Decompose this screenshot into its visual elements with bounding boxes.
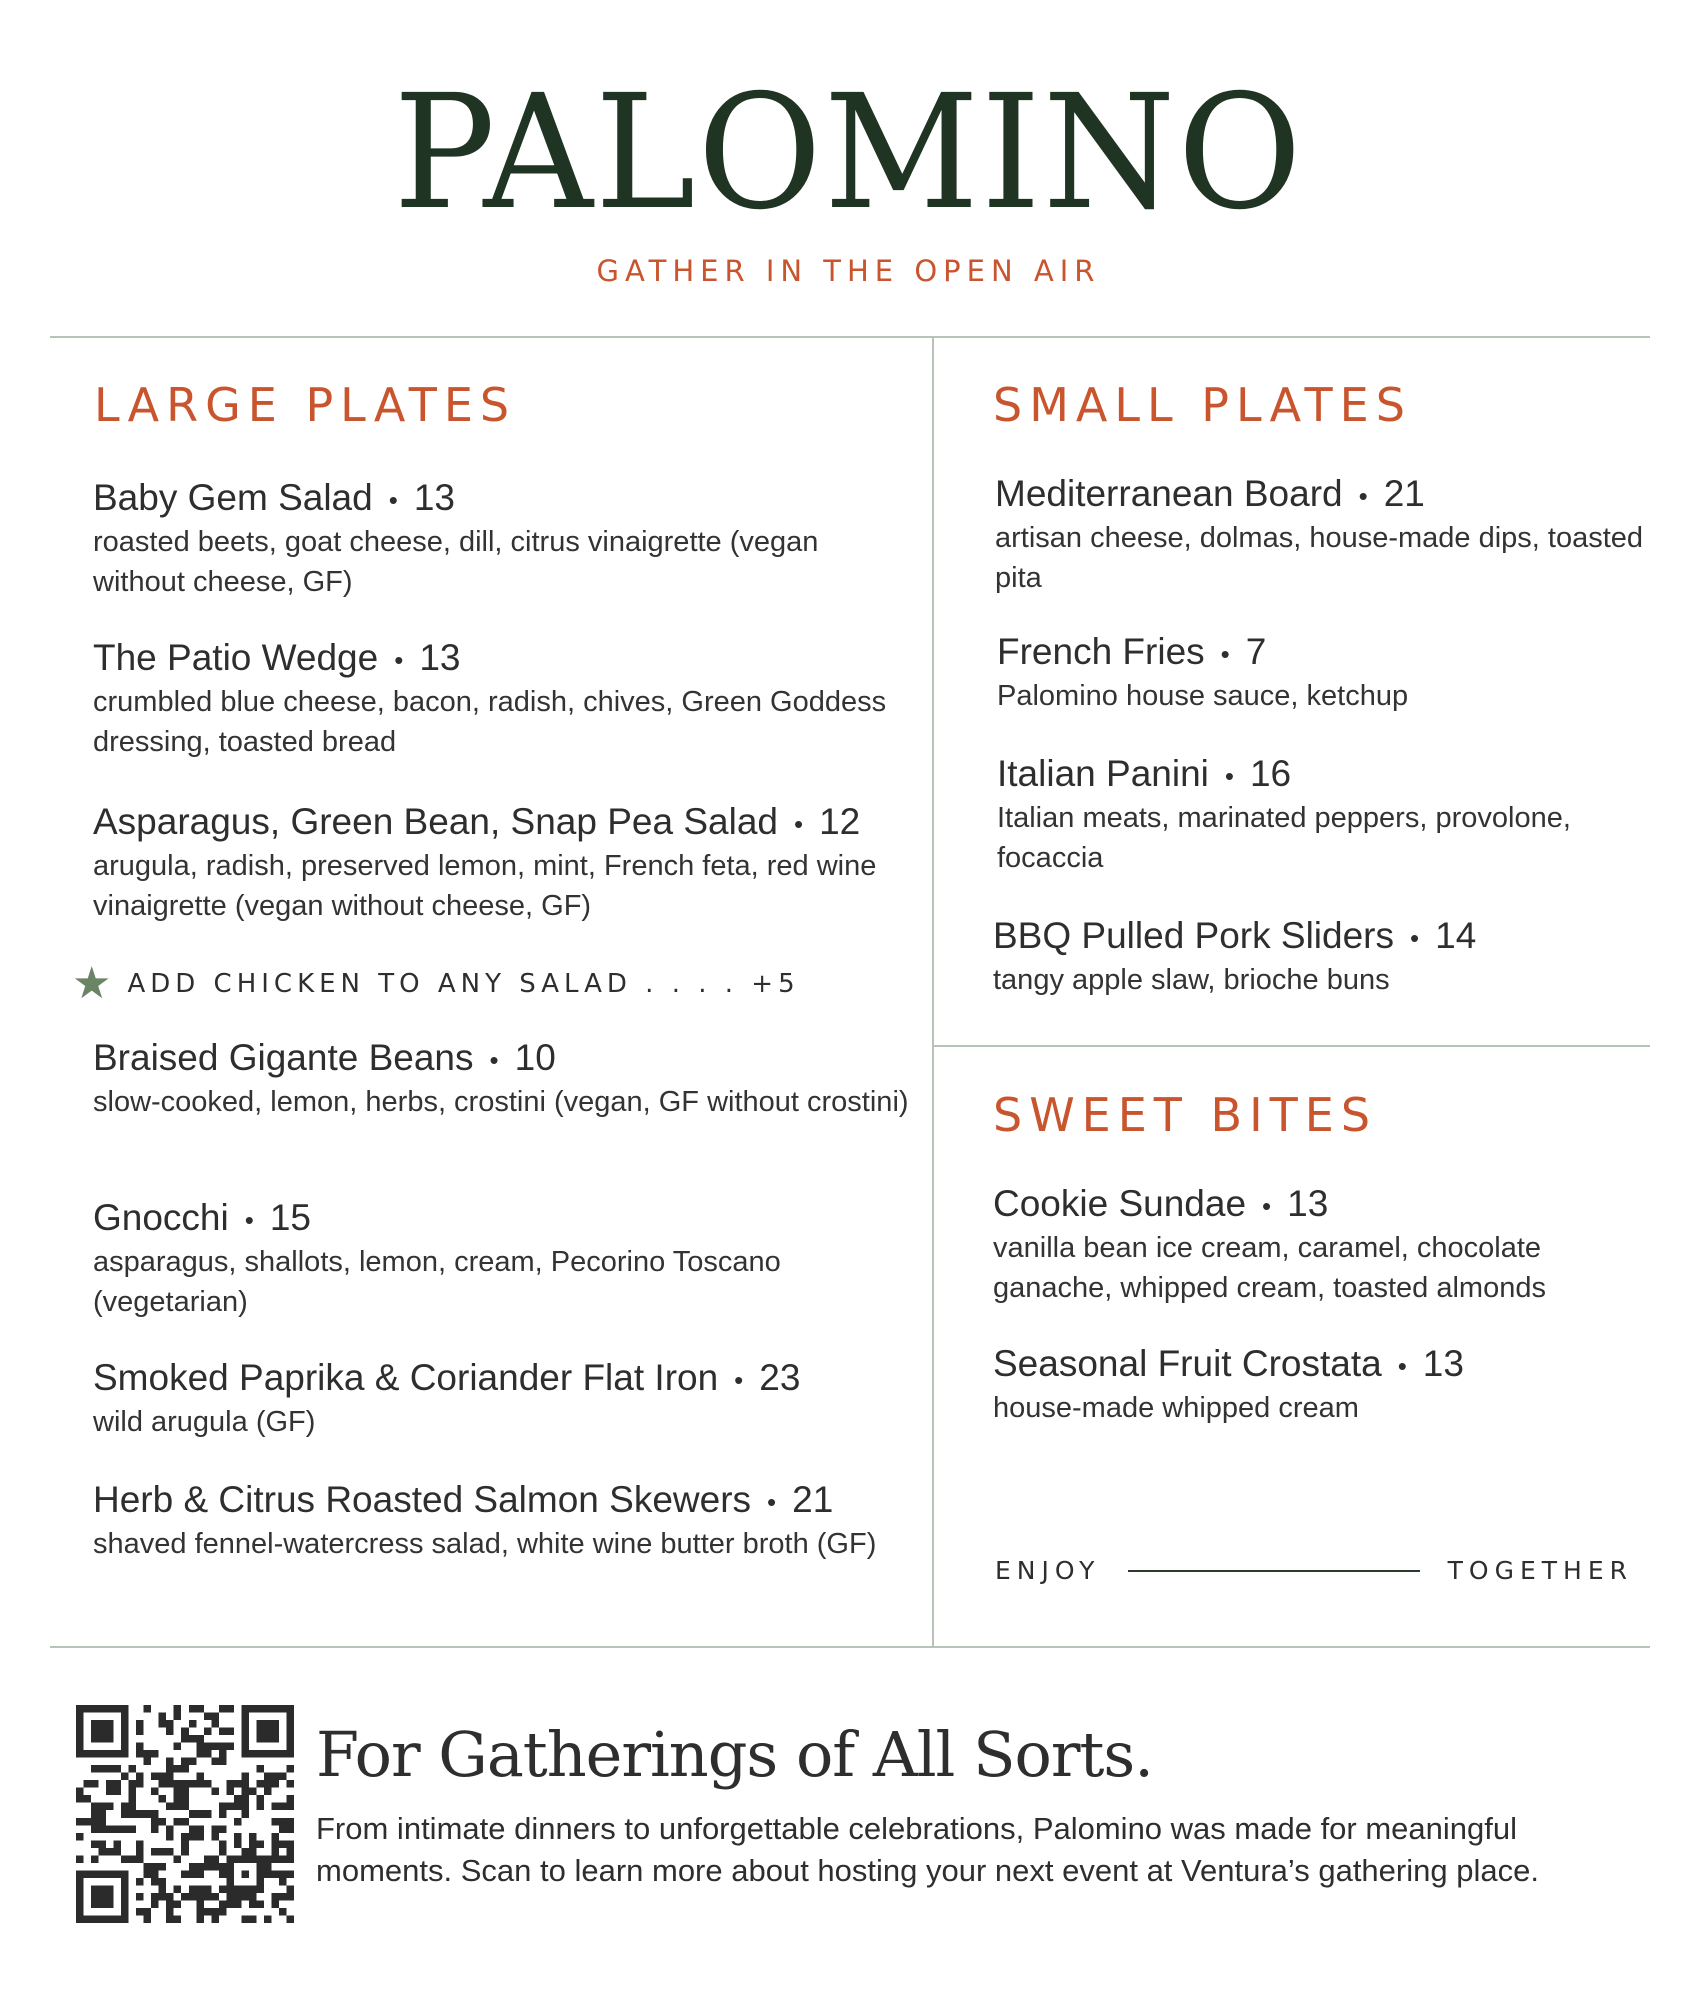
item-description: house-made whipped cream [993,1392,1359,1425]
item-price: 21 [1383,473,1425,514]
section-title-large-plates: LARGE PLATES [94,378,517,432]
item-price: 21 [792,1479,834,1520]
promo-body: From intimate dinners to unforgettable celebrations, Palomino was made for meaningful moments. Scan to learn more about hosting your next event at Ventura’s gathering place. [316,1811,1539,1888]
tagline: GATHER IN THE OPEN AIR [596,254,1101,288]
item-name: Baby Gem Salad [93,477,373,518]
flourish-line [1128,1570,1419,1572]
item-name: Seasonal Fruit Crostata [993,1343,1382,1384]
item-description: shaved fennel-watercress salad, white wine butter broth (GF) [93,1528,877,1561]
together-label: TOGETHER [1447,1556,1633,1585]
item-price: 13 [413,477,455,518]
item-name: Cookie Sundae [993,1183,1247,1224]
add-chicken-note [72,959,800,1008]
menu-item-pork-sliders: BBQ Pulled Pork Sliders • 14 tangy apple slaw, brioche buns [993,914,1653,1000]
item-name: Gnocchi [93,1197,229,1238]
item-description: Italian meats, marinated peppers, provolone, focaccia [997,802,1571,875]
enjoy-together-flourish [995,1556,1633,1585]
item-description: asparagus, shallots, lemon, cream, Pecorino Toscano (vegetarian) [93,1246,781,1319]
item-description: wild arugula (GF) [93,1406,316,1439]
item-price: 10 [514,1037,556,1078]
menu-item-italian-panini: Italian Panini • 16 Italian meats, marinated peppers, provolone, focaccia [997,752,1657,878]
menu-item-asparagus-salad: Asparagus, Green Bean, Snap Pea Salad • 12 arugula, radish, preserved lemon, mint, French feta, red wine vinaigrette (vegan without cheese, GF) [93,800,913,926]
enjoy-label: ENJOY [995,1556,1101,1585]
item-name: French Fries [997,631,1205,672]
item-price: 14 [1435,915,1477,956]
item-description: vanilla bean ice cream, caramel, chocolate ganache, whipped cream, toasted almonds [993,1232,1546,1305]
item-price: 15 [269,1197,311,1238]
menu-item-baby-gem-salad: Baby Gem Salad • 13 roasted beets, goat cheese, dill, citrus vinaigrette (vegan without cheese, GF) [93,476,913,602]
item-price: 13 [419,637,461,678]
item-name: The Patio Wedge [93,637,379,678]
section-title-sweet-bites: SWEET BITES [993,1088,1378,1142]
item-price: 16 [1249,753,1292,794]
item-name: Braised Gigante Beans [93,1037,474,1078]
item-price: 7 [1245,631,1267,672]
qr-code[interactable] [76,1705,294,1923]
menu-item-salmon-skewers: Herb & Citrus Roasted Salmon Skewers • 21 shaved fennel-watercress salad, white wine butter broth (GF) [93,1478,913,1564]
item-name: BBQ Pulled Pork Sliders [993,915,1395,956]
item-description: artisan cheese, dolmas, house-made dips, toasted pita [995,522,1644,595]
item-name: Italian Panini [997,753,1209,794]
bottom-divider [50,1646,1650,1648]
star-icon: ★ [72,959,112,1008]
item-name: Mediterranean Board [995,473,1343,514]
item-description: crumbled blue cheese, bacon, radish, chives, Green Goddess dressing, toasted bread [93,686,887,759]
item-price: 12 [819,801,861,842]
menu-item-flat-iron: Smoked Paprika & Coriander Flat Iron • 23 wild arugula (GF) [93,1356,913,1442]
item-description: roasted beets, goat cheese, dill, citrus vinaigrette (vegan without cheese, GF) [93,526,819,599]
menu-item-gnocchi: Gnocchi • 15 asparagus, shallots, lemon, cream, Pecorino Toscano (vegetarian) [93,1196,913,1322]
item-price: 13 [1287,1183,1329,1224]
menu-item-french-fries: French Fries • 7 Palomino house sauce, ketchup [997,630,1657,716]
item-name: Asparagus, Green Bean, Snap Pea Salad [93,801,778,842]
item-name: Herb & Citrus Roasted Salmon Skewers [93,1479,752,1520]
item-description: tangy apple slaw, brioche buns [993,964,1390,997]
column-divider [932,338,934,1646]
item-description: arugula, radish, preserved lemon, mint, French feta, red wine vinaigrette (vegan without cheese, GF) [93,850,877,923]
right-column-divider [934,1045,1650,1047]
item-description: Palomino house sauce, ketchup [997,680,1409,713]
menu-item-fruit-crostata: Seasonal Fruit Crostata • 13 house-made whipped cream [993,1342,1653,1428]
menu-item-gigante-beans: Braised Gigante Beans • 10 slow-cooked, lemon, herbs, crostini (vegan, GF without crostini) [93,1036,913,1122]
item-price: 23 [759,1357,801,1398]
promo-title: For Gatherings of All Sorts. [316,1718,1153,1791]
top-divider [50,336,1650,338]
menu-item-patio-wedge: The Patio Wedge • 13 crumbled blue cheese, bacon, radish, chives, Green Goddess dressing, toasted bread [93,636,913,762]
logo: PALOMINO [393,61,1304,245]
section-title-small-plates: SMALL PLATES [993,378,1412,432]
addon-text: ADD CHICKEN TO ANY SALAD . . . . +5 [127,969,800,999]
menu-item-mediterranean-board: Mediterranean Board • 21 artisan cheese, dolmas, house-made dips, toasted pita [995,472,1655,598]
item-name: Smoked Paprika & Coriander Flat Iron [93,1357,719,1398]
menu-item-cookie-sundae: Cookie Sundae • 13 vanilla bean ice cream, caramel, chocolate ganache, whipped cream, toasted almonds [993,1182,1653,1308]
item-description: slow-cooked, lemon, herbs, crostini (vegan, GF without crostini) [93,1086,909,1119]
item-price: 13 [1422,1343,1464,1384]
